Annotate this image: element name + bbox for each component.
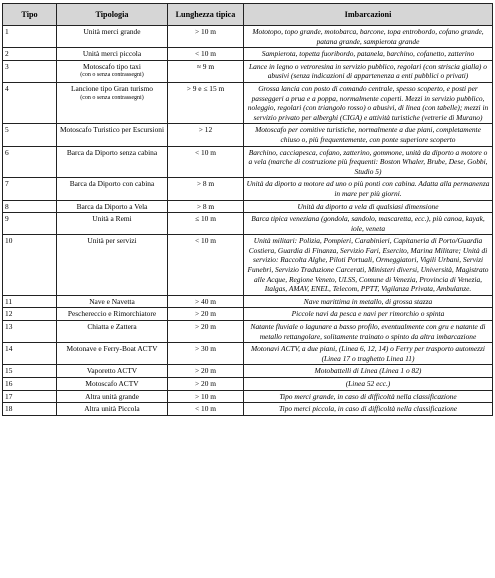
cell-tipo: 16 — [3, 378, 57, 391]
cell-tipo: 8 — [3, 200, 57, 213]
cell-lunghezza: < 10 m — [168, 48, 244, 61]
table-row — [3, 48, 493, 61]
tipologia-label: Peschereccio e Rimorchiatore — [67, 309, 157, 319]
cell-tipologia — [57, 308, 168, 321]
cell-imbarcazioni: Motoscafo per comitive turistiche, normalmente a due piani, completamente chiuso o, più frequentemente, con ponte superiore scoperto — [244, 124, 493, 146]
table-row — [3, 235, 493, 296]
cell-tipologia — [57, 124, 168, 146]
cell-lunghezza: > 40 m — [168, 295, 244, 308]
cell-tipologia — [57, 48, 168, 61]
cell-tipo: 2 — [3, 48, 57, 61]
tipologia-label: Nave e Navetta — [89, 296, 135, 306]
tipologia-label: Altra unità Piccola — [84, 404, 140, 414]
cell-tipologia — [57, 178, 168, 200]
cell-lunghezza: > 12 — [168, 124, 244, 146]
cell-tipologia — [57, 82, 168, 123]
cell-lunghezza: > 8 m — [168, 178, 244, 200]
cell-imbarcazioni: Unità militari: Polizia, Pompieri, Carabinieri, Capitaneria di Porto/Guardia Costiera, Guardia di Finanza, Servizio Fari, Esercito, Marina Militare; Unità di servizio: Raccolta Alghe, Piloti Portuali, Ormeggiatori, Vigili Urbani, Servizi Funebri, Servizio Traduzione Carcerati, Ministeri diversi, Università, Magistrato alle Acque, Regione Veneto, ULSS, Comune di Venezia, Provincia di Venezia, Italgas, AMAV, ENEL, Telecom, PPTT, Vigilanza Privata, Ambulanze. — [244, 235, 493, 296]
cell-tipologia — [57, 235, 168, 296]
tipologia-label: Altra unità grande — [85, 391, 139, 401]
cell-tipo: 9 — [3, 213, 57, 235]
cell-imbarcazioni: Piccole navi da pesca e navi per rimorchio o spinta — [244, 308, 493, 321]
cell-tipologia — [57, 60, 168, 82]
tipologia-label: Motoscafo Turistico per Escursioni — [59, 125, 165, 135]
cell-imbarcazioni: Grossa lancia con posto di comando centrale, spesso scoperto, e posti per passeggeri a prua e a poppa, normalmente coperti. Mezzi in servizio pubblico, noleggio, regolari (con triangolo rosso) o abusivi, di linea (con tabelle); mezzi in servizio privato per alberghi (CIGA) e attività turistiche (vetrerie di Murano) — [244, 82, 493, 123]
tipologia-label: Unità per servizi — [87, 236, 137, 246]
tipologia-note: (con o senza contrassegni) — [80, 94, 144, 101]
cell-tipo: 4 — [3, 82, 57, 123]
table-row — [3, 343, 493, 365]
cell-lunghezza: > 9 e ≤ 15 m — [168, 82, 244, 123]
cell-imbarcazioni: Tipo merci grande, in caso di difficoltà nella classificazione — [244, 390, 493, 403]
table-row — [3, 365, 493, 378]
header-tipo: Tipo — [3, 4, 57, 26]
table-row — [3, 200, 493, 213]
cell-lunghezza: > 10 m — [168, 390, 244, 403]
tipologia-label: Lancione tipo Gran turismo — [71, 83, 153, 93]
cell-lunghezza: < 10 m — [168, 403, 244, 416]
cell-tipologia — [57, 365, 168, 378]
tipologia-label: Unità merci piccola — [82, 49, 142, 59]
tipologia-label: Unità merci grande — [83, 27, 141, 36]
table-row — [3, 378, 493, 391]
cell-imbarcazioni: (Linea 52 ecc.) — [244, 378, 493, 391]
tipologia-label: Barca da Diporto senza cabina — [66, 147, 158, 157]
cell-tipo: 13 — [3, 321, 57, 343]
cell-imbarcazioni: Unità da diporto a motore ad uno o più ponti con cabina. Adatta alla permanenza in mare per più giorni. — [244, 178, 493, 200]
table-row — [3, 178, 493, 200]
tipologia-label: Vaporetto ACTV — [86, 366, 138, 376]
cell-lunghezza: > 20 m — [168, 365, 244, 378]
cell-imbarcazioni: Sampierota, topetta fuoribordo, patanela, barchino, cofanetto, zatterino — [244, 48, 493, 61]
header-lunghezza: Lunghezza tipica — [168, 4, 244, 26]
table-row — [3, 82, 493, 123]
cell-imbarcazioni: Motobattelli di Linea (Linea 1 o 82) — [244, 365, 493, 378]
table-row — [3, 403, 493, 416]
table-body — [3, 26, 493, 416]
table-row — [3, 308, 493, 321]
tipologia-label: Barca da Diporto a Vela — [76, 201, 148, 211]
tipologia-label: Motoscafo tipo taxi — [83, 61, 141, 71]
cell-tipo: 5 — [3, 124, 57, 146]
cell-lunghezza: ≈ 9 m — [168, 60, 244, 82]
cell-tipologia — [57, 378, 168, 391]
table-row — [3, 124, 493, 146]
table-row — [3, 213, 493, 235]
cell-lunghezza: > 10 m — [168, 26, 244, 48]
cell-tipologia — [57, 321, 168, 343]
cell-tipo: 14 — [3, 343, 57, 365]
table-header-row — [3, 4, 493, 26]
cell-tipologia — [57, 146, 168, 178]
tipologia-label: Motonave e Ferry-Boat ACTV — [66, 344, 158, 354]
cell-tipologia — [57, 295, 168, 308]
tipologia-label: Chiatta e Zattera — [87, 322, 137, 332]
header-tipologia: Tipologia — [57, 4, 168, 26]
cell-imbarcazioni: Barchino, cacciapesca, cofano, zatterino, gommone, unità da diporto a motore o a vela (marche di costruzione più frequenti: Boston Whaler, Brube, Dese, Gobbi, Studio 5) — [244, 146, 493, 178]
cell-lunghezza: > 8 m — [168, 200, 244, 213]
tipologia-note: (con o senza contrassegni) — [80, 72, 144, 79]
cell-tipologia — [57, 26, 168, 48]
cell-tipo: 1 — [3, 26, 57, 48]
cell-tipologia — [57, 390, 168, 403]
cell-imbarcazioni: Lance in legno o vetroresina in servizio pubblico, regolari (con striscia gialla) o abusivi (senza indicazioni di appartenenza a enti pubblici o privati) — [244, 60, 493, 82]
cell-lunghezza: > 20 m — [168, 321, 244, 343]
boat-types-table — [2, 3, 493, 416]
table-row — [3, 295, 493, 308]
cell-tipo: 12 — [3, 308, 57, 321]
cell-imbarcazioni: Motonavi ACTV, a due piani, (Linea 6, 12, 14) o Ferry per trasporto automezzi (Linea 17 o traghetto Linea 11) — [244, 343, 493, 365]
cell-tipo: 7 — [3, 178, 57, 200]
table-row — [3, 321, 493, 343]
cell-tipo: 17 — [3, 390, 57, 403]
cell-imbarcazioni: Mototopo, topo grande, motobarca, barcone, topa entrobordo, cofano grande, patana grande, sampierota grande — [244, 26, 493, 48]
cell-tipo: 3 — [3, 60, 57, 82]
tipologia-label: Motoscafo ACTV — [85, 379, 139, 388]
cell-imbarcazioni: Unità da diporto a vela di qualsiasi dimensione — [244, 200, 493, 213]
cell-tipologia — [57, 200, 168, 213]
cell-lunghezza: > 30 m — [168, 343, 244, 365]
header-imbarcazioni: Imbarcazioni — [244, 4, 493, 26]
tipologia-label: Unità a Remi — [92, 214, 132, 224]
cell-tipologia — [57, 403, 168, 416]
cell-tipo: 18 — [3, 403, 57, 416]
cell-tipo: 6 — [3, 146, 57, 178]
cell-lunghezza: > 20 m — [168, 308, 244, 321]
cell-lunghezza: < 10 m — [168, 146, 244, 178]
table-row — [3, 390, 493, 403]
cell-tipologia — [57, 343, 168, 365]
table-row — [3, 146, 493, 178]
cell-imbarcazioni: Tipo merci piccola, in caso di difficoltà nella classificazione — [244, 403, 493, 416]
tipologia-label: Barca da Diporto con cabina — [69, 179, 155, 189]
cell-lunghezza: ≤ 10 m — [168, 213, 244, 235]
cell-imbarcazioni: Natante fluviale o lagunare a basso profilo, eventualmente con gru e natante di metallo rettangolare, solitamente trainato o spinto da altra imbarcazione — [244, 321, 493, 343]
cell-tipologia — [57, 213, 168, 235]
cell-lunghezza: < 10 m — [168, 235, 244, 296]
cell-imbarcazioni: Nave marittima in metallo, di grossa stazza — [244, 295, 493, 308]
cell-lunghezza: > 20 m — [168, 378, 244, 391]
cell-imbarcazioni: Barca tipica veneziana (gondola, sandolo, mascaretta, ecc.), più canoa, kayak, iole, veneta — [244, 213, 493, 235]
cell-tipo: 11 — [3, 295, 57, 308]
cell-tipo: 10 — [3, 235, 57, 296]
table-row — [3, 60, 493, 82]
table-row — [3, 26, 493, 48]
cell-tipo: 15 — [3, 365, 57, 378]
